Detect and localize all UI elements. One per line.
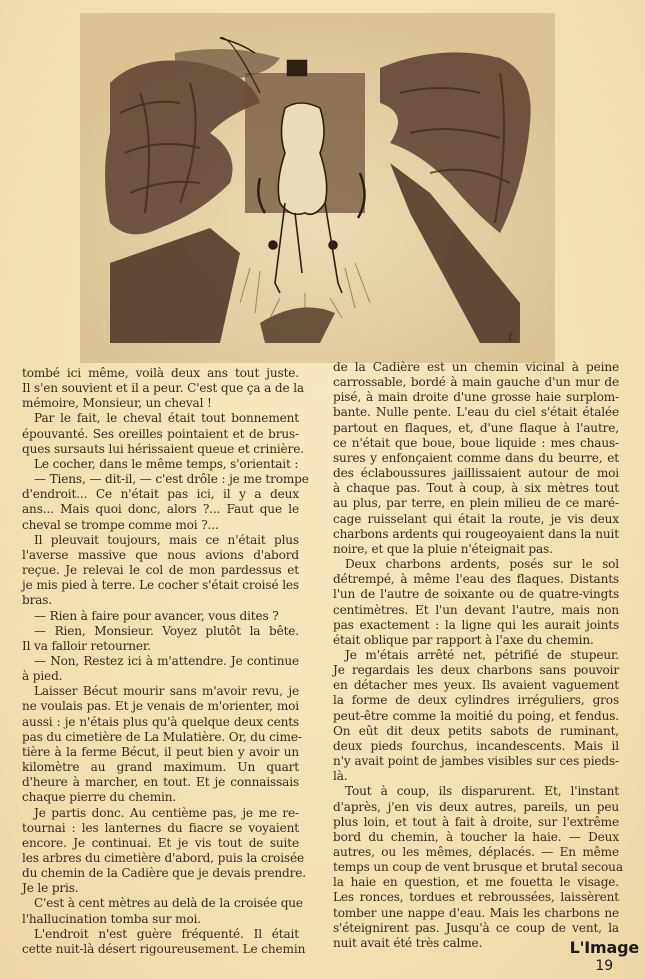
paragraph [22,684,302,805]
text-line: — Non, Restez ici à m'attendre. Je continue [34,653,299,668]
paragraph [22,624,299,654]
magazine-name: L'Image [569,938,639,957]
text-line: l'averse massive que nous avions d'abord [22,547,299,562]
text-line: bras. [22,593,53,608]
text-line: On eût dit deux petits sabots de ruminant, [333,723,619,738]
text-line: bord du chemin, à toucher la haie. — Deux [333,829,619,844]
paragraph [22,654,299,684]
text-line: les arbres du cimetière d'abord, puis la croisée [22,851,305,865]
text-line: encore. Je continuai. Et je vis tout de suite [22,835,299,850]
artist-signature: t. [508,330,517,344]
text-line: charbons ardents qui rougeoyaient dans la nuit [333,526,619,541]
paragraph [22,896,303,926]
text-line: — Tiens, — dit-il, — c'est drôle : je me trompe [34,472,309,487]
text-line: — Rien, Monsieur. Voyez plutôt la bête. [34,623,299,638]
text-line: en détacher mes yeux. Ils avaient vaguement [333,678,619,693]
text-line: C'est à cent mètres au delà de la croisée que [34,896,303,911]
text-line: je mis pied à terre. Le cocher s'était croisé les [22,578,299,593]
text-line: Tout à coup, ils disparurent. Et, l'instant [345,784,619,799]
text-line: temps un coup de vent brusque et brutal secoua [333,860,623,875]
text-line: là. [333,769,348,784]
paragraph [22,457,299,472]
text-line: tière à la ferme Bécut, il peut bien y avoir un [22,744,299,759]
text-line: L'endroit n'est guère fréquenté. Il était [34,926,299,941]
text-line: mémoire, Monsieur, un cheval ! [22,396,212,411]
text-line: ce n'était que boue, boue liquide : mes chaus- [333,435,619,450]
text-line: n'y avait point de jambes visibles sur ces pieds- [333,754,619,769]
text-line: sures y enfonçaient comme dans du beurre, et [333,450,619,465]
paragraph [333,648,619,784]
text-line: noire, et que la pluie n'éteignait pas. [333,541,553,556]
text-line: Je regardais les deux charbons sans pouvoir [333,663,619,678]
paragraph [22,926,306,957]
text-line: partout en flaques, et, d'une flaque à l'autre, [333,420,619,435]
text-line: pas du cimetière de La Mulatière. Or, du cime- [22,729,302,744]
text-line: Laisser Bécut mourir sans m'avoir revu, je [34,684,299,699]
text-line: Il pleuvait toujours, mais ce n'était plus [34,532,299,547]
text-line: des éclaboussures jaillissaient autour de moi [333,466,619,481]
text-line: Il s'en souvient et il a peur. C'est que ça a de la [22,381,304,396]
text-line: ans... Mais quoi donc, alors ?... Faut que le [22,502,299,517]
text-line: carrossable, bordé à main gauche d'un mur de [333,375,619,390]
text-line: à pied. [22,669,63,684]
text-line: nuit avait été très calme. [333,935,483,950]
text-line: du chemin de la Cadière que je devais prendre. [22,866,306,881]
text-line: autres, ou les mêmes, déplacés. — En même [333,845,619,859]
text-line: au plus, par terre, en plein milieu de ce maré- [333,496,619,511]
paragraph [22,805,306,897]
text-line: de la Cadière est un chemin vicinal à peine [333,360,619,374]
text-line: Je m'étais arrêté net, pétrifié de stupeur. [345,647,619,662]
paragraph [22,533,299,609]
text-line: bante. Nulle pente. L'eau du ciel s'était étalée [333,405,619,420]
text-line: aussi : je n'étais plus qu'à quelque deux cents [22,714,299,729]
text-line: pisé, à main droite d'une grosse haie surplom- [333,390,619,405]
text-line: la forme de deux cylindres irréguliers, gros [333,693,619,708]
text-line: d'endroit... Ce n'était pas ici, il y a deux [22,487,299,502]
text-line: tomber une nappe d'eau. Mais les charbons ne [333,905,619,920]
text-line: chaque pierre du chemin. [22,790,177,805]
text-line: d'après, j'en vis deux autres, pareils, un peu [333,799,619,814]
text-line: Les ronces, tordues et rebroussées, laissèrent [333,890,619,905]
text-line: à chaque pas. Tout à coup, à six mètres tout [333,481,619,496]
text-line: l'hallucination tomba sur moi. [22,911,201,926]
text-line: ne voulais pas. Et je venais de m'orienter, moi [22,699,299,714]
paragraph [22,609,299,624]
text-line: cheval se trompe comme moi ?... [22,517,219,532]
text-line: tournai : les lanternes du fiacre se voyaient [22,820,299,835]
text-line: Par le fait, le cheval était tout bonnement [34,411,299,426]
text-line: détrempé, à même l'eau des flaques. Distants [333,572,619,587]
text-line: reçue. Je relevai le col de mon pardessus et [22,563,299,578]
text-line: Je le pris. [22,881,79,896]
page-number: 19 [595,958,614,974]
text-line: deux pieds fourchus, incandescents. Mais il [333,738,619,753]
text-line: — Rien à faire pour avancer, vous dites ? [34,608,279,623]
text-line: cage ruisselant qui était la route, je vis deux [333,511,619,526]
text-line: la haie en question, et me fouetta le visage. [333,875,619,890]
paragraph [333,360,619,557]
text-line: l'un de l'autre de soixante ou de quatre-vingts [333,587,619,602]
text-line: kilomètre au grand maximum. Un quart [22,760,299,775]
text-line: Deux charbons ardents, posés sur le sol [345,557,619,572]
paragraph [333,557,619,648]
paragraph [22,472,309,533]
text-line: s'éteignirent pas. Jusqu'à ce coup de vent, la [333,920,619,935]
text-line: Le cocher, dans le même temps, s'orientait : [34,456,299,471]
text-line: Je partis donc. Au centième pas, je me re- [34,805,299,820]
paragraph [22,366,304,411]
page-footer [570,938,639,974]
illustration [80,13,555,363]
text-line: d'heure à marcher, en tout. Et je connaissais [22,775,299,790]
paragraph [22,411,304,456]
text-line: pas exactement : la ligne qui les aurait joints [333,617,619,632]
text-line: tombé ici même, voilà deux ans tout juste. [22,366,299,380]
text-line: ques sursauts lui hérissaient queue et crinière. [22,441,304,456]
text-line: peut-être comme la moitié du poing, et fendus. [333,708,619,723]
text-line: plus loin, et tout à fait à droite, sur l'extrême [333,814,619,829]
text-line: Il va falloir retourner. [22,638,151,653]
text-line: était oblique par rapport à l'axe du chemin. [333,632,594,647]
text-line: centimètres. Et l'un devant l'autre, mais non [333,602,619,617]
illustration-drawing [80,13,555,363]
text-line: épouvanté. Ses oreilles pointaient et de brus- [22,426,299,441]
text-line: cette nuit-là désert rigoureusement. Le chemin [22,941,306,956]
text-column-left [22,366,309,957]
